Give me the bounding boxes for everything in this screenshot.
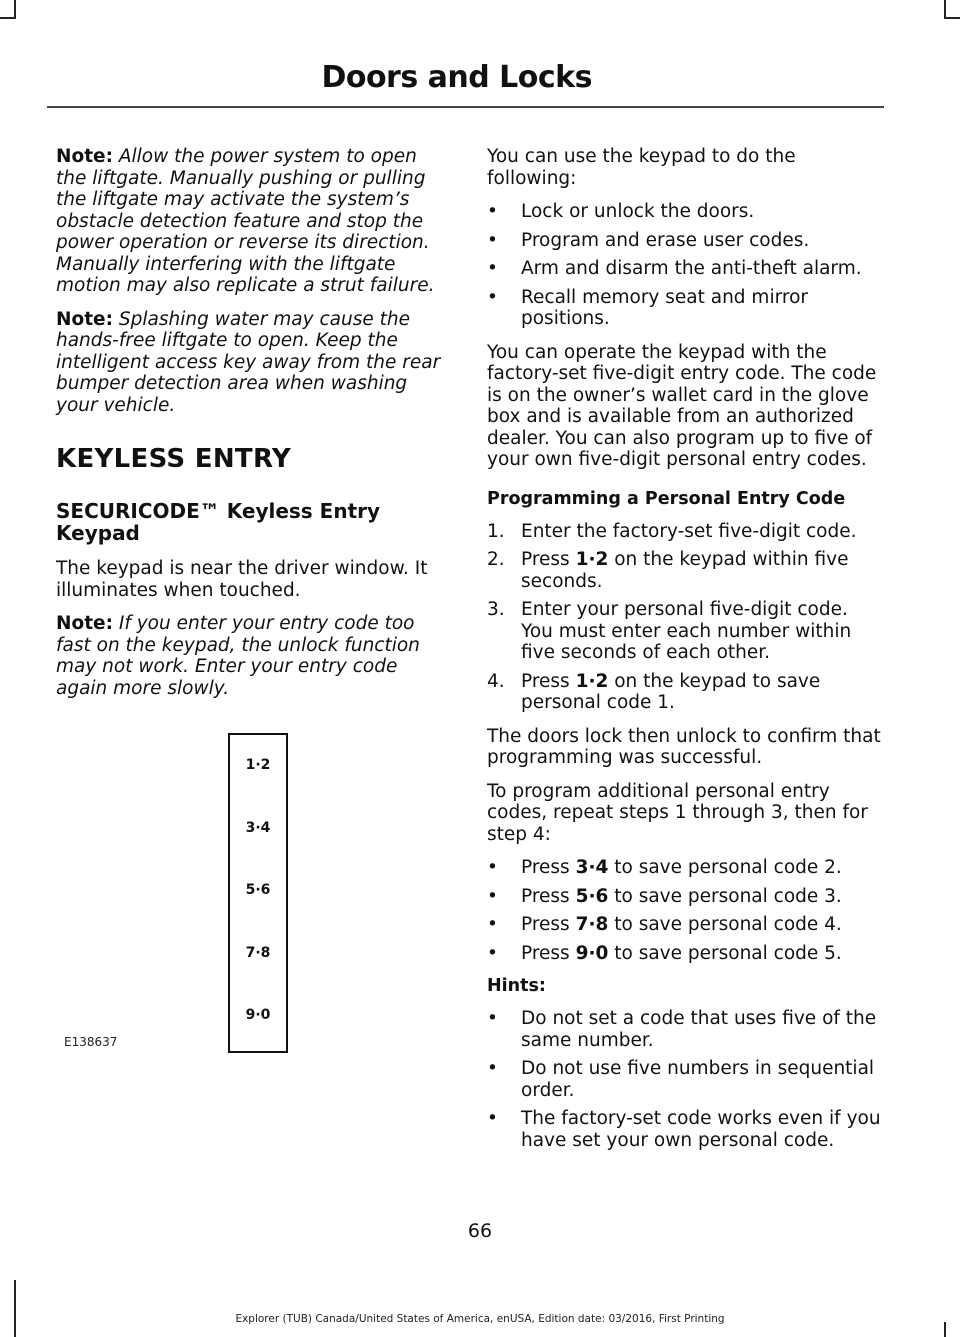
step-text: Press — [521, 670, 576, 692]
note-text: Allow the power system to open the liftgate. Manually pushing or pulling the liftgate may activate the system’s obstacle detection feature and stop the power operation or reverse its direction. Manually interfering with the liftgate motion may also replicate a strut failure. — [56, 146, 435, 296]
left-column — [56, 146, 450, 711]
keypad-key-1-2: 1·2 — [245, 757, 271, 773]
bullet-mark: • — [487, 286, 498, 308]
list-item — [487, 943, 883, 965]
keypad-key-5-6: 5·6 — [245, 882, 271, 898]
list-item — [487, 287, 883, 330]
list-item — [487, 201, 883, 223]
list-item-text: Recall memory seat and mirror positions. — [521, 286, 808, 329]
crop-mark — [0, 17, 16, 19]
list-item-text: Arm and disarm the anti-theft alarm. — [521, 258, 862, 279]
bullet-mark: • — [487, 914, 498, 935]
crop-mark — [944, 0, 946, 18]
bullet-mark: • — [487, 1108, 498, 1129]
hints-list — [487, 1008, 883, 1151]
note-splashing-water — [56, 309, 450, 417]
step-text: on the keypad within five seconds. — [521, 549, 849, 592]
list-item — [487, 857, 883, 879]
list-item-text: Do not use five numbers in sequential order. — [521, 1058, 875, 1101]
step-number: 4. — [487, 670, 505, 692]
key-label: 5·6 — [575, 885, 609, 907]
list-item — [487, 549, 883, 592]
list-item-text: to save personal code 3. — [608, 885, 842, 907]
bullet-mark: • — [487, 942, 498, 964]
bullet-mark: • — [487, 229, 498, 251]
programming-steps — [487, 521, 883, 714]
list-item-text: Press — [521, 914, 576, 935]
hints-heading: Hints: — [487, 976, 546, 996]
list-item-text: to save personal code 5. — [608, 942, 842, 964]
page-number: 66 — [467, 1220, 493, 1242]
bullet-mark: • — [487, 857, 498, 878]
note-label: Note: — [56, 146, 113, 167]
list-item-text: Press — [521, 942, 576, 964]
keypad-figure — [56, 733, 450, 1063]
list-item-text: to save personal code 4. — [608, 914, 842, 935]
list-item-text: Press — [521, 857, 576, 878]
key-label: 9·0 — [575, 942, 609, 964]
step-number: 3. — [487, 599, 505, 620]
list-item-text: to save personal code 2. — [608, 857, 842, 878]
bullet-mark: • — [487, 1058, 498, 1079]
confirm-paragraph: The doors lock then unlock to confirm that programming was successful. — [487, 725, 881, 768]
note-label: Note: — [56, 308, 113, 330]
section-heading: KEYLESS ENTRY — [56, 444, 291, 474]
keypad-key-9-0: 9·0 — [245, 1007, 271, 1023]
page-title: Doors and Locks — [321, 60, 592, 95]
right-column — [487, 146, 883, 1163]
list-item-text: Do not set a code that uses five of the same number. — [521, 1008, 877, 1051]
page-footer: Explorer (TUB) Canada/United States of America, enUSA, Edition date: 03/2016, First Printing — [235, 1313, 725, 1325]
factory-code-paragraph: You can operate the keypad with the factory-set five-digit entry code. The code is on the owner’s wallet card in the glove box and is available from an authorized dealer. You can also program up to five of your own five-digit personal entry codes. — [487, 341, 877, 470]
keypad-key-7-8: 7·8 — [245, 945, 271, 961]
bullet-mark: • — [487, 258, 498, 279]
key-label: 1·2 — [575, 549, 609, 570]
list-item — [487, 1058, 883, 1101]
keypad-uses-list — [487, 201, 883, 330]
key-label: 3·4 — [575, 857, 609, 878]
list-item — [487, 914, 883, 936]
step-number: 2. — [487, 549, 505, 570]
note-liftgate-power — [56, 146, 450, 297]
keypad-illustration — [228, 733, 288, 1053]
step-text: Press — [521, 549, 576, 570]
list-item — [487, 258, 883, 280]
crop-mark — [14, 0, 16, 18]
keypad-key-3-4: 3·4 — [245, 820, 271, 836]
list-item — [487, 230, 883, 252]
step-text: Enter your personal five-digit code. You must enter each number within five seconds of each other. — [521, 599, 852, 663]
programming-heading: Programming a Personal Entry Code — [487, 488, 846, 509]
bullet-mark: • — [487, 885, 498, 907]
bullet-mark: • — [487, 1008, 498, 1029]
note-entry-speed — [56, 613, 450, 699]
bullet-mark: • — [487, 201, 498, 222]
list-item — [487, 521, 883, 543]
key-label: 7·8 — [575, 914, 609, 935]
note-text: If you enter your entry code too fast on the keypad, the unlock function may not work. Enter your entry code again more slowly. — [56, 613, 420, 699]
additional-codes-paragraph: To program additional personal entry codes, repeat steps 1 through 3, then for step 4: — [487, 780, 868, 845]
step-text: Enter the factory-set five-digit code. — [521, 520, 857, 542]
list-item — [487, 1008, 883, 1051]
list-item-text: Press — [521, 885, 576, 907]
subsection-heading: SECURICODE™ Keyless Entry Keypad — [56, 499, 381, 545]
keypad-uses-intro: You can use the keypad to do the following: — [487, 146, 796, 189]
list-item — [487, 671, 883, 714]
figure-id: E138637 — [64, 1035, 118, 1049]
list-item — [487, 1108, 883, 1151]
list-item-text: The factory-set code works even if you have set your own personal code. — [521, 1108, 881, 1151]
header-divider — [47, 106, 884, 108]
note-label: Note: — [56, 613, 113, 634]
key-label: 1·2 — [575, 670, 609, 692]
list-item-text: Program and erase user codes. — [521, 229, 810, 251]
crop-mark — [14, 1280, 16, 1337]
list-item-text: Lock or unlock the doors. — [521, 201, 755, 222]
list-item — [487, 886, 883, 908]
note-text: Splashing water may cause the hands-free liftgate to open. Keep the intelligent access key away from the rear bumper detection area when washing your vehicle. — [56, 308, 441, 416]
step-number: 1. — [487, 520, 505, 542]
crop-mark — [944, 17, 960, 19]
step-text: on the keypad to save personal code 1. — [521, 670, 821, 713]
additional-codes-list — [487, 857, 883, 964]
list-item — [487, 599, 883, 664]
keypad-intro: The keypad is near the driver window. It illuminates when touched. — [56, 558, 428, 601]
